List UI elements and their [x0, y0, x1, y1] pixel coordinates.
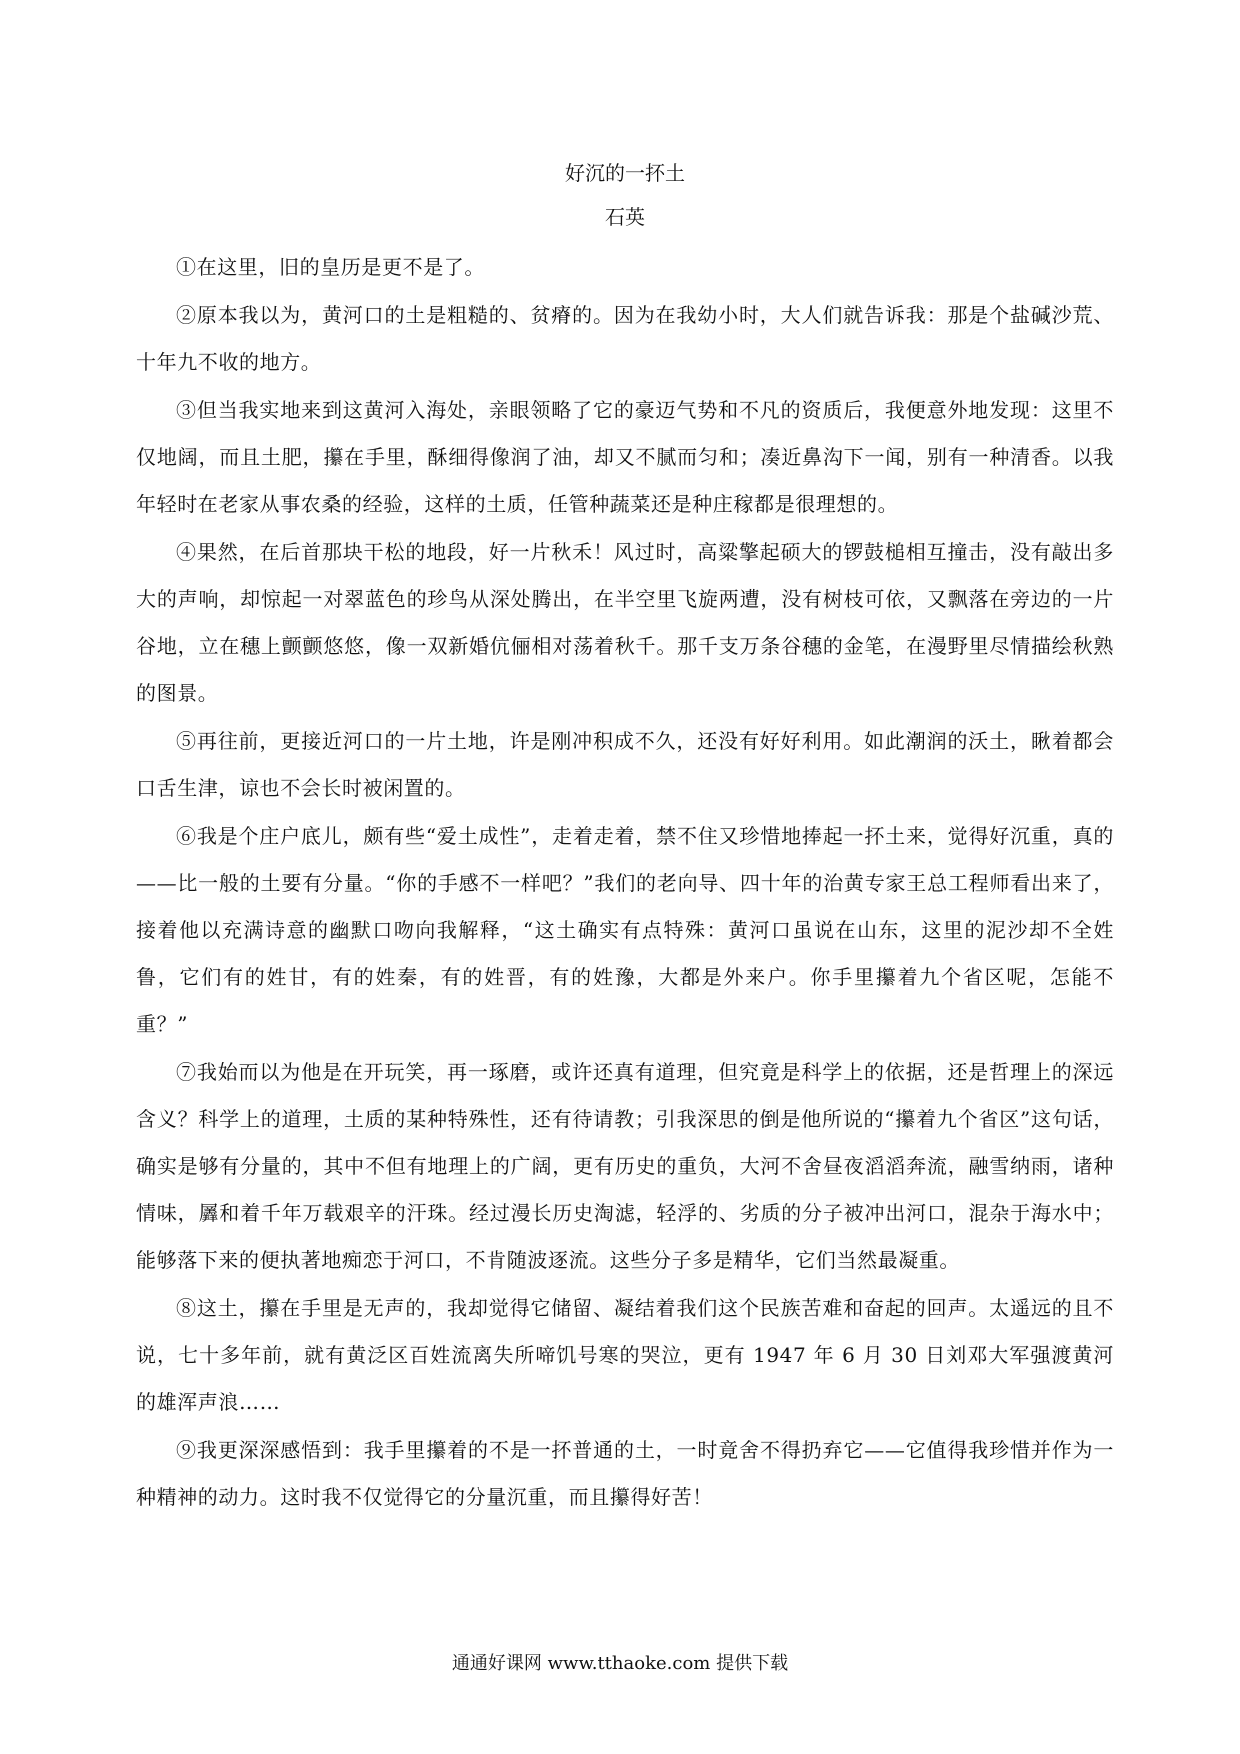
- article: [136, 158, 1114, 1521]
- article-body: [136, 244, 1114, 1521]
- paragraph-1: ①在这里，旧的皇历是更不是了。: [176, 255, 485, 279]
- page-footer: 通通好课网 www.tthaoke.com 提供下载: [451, 1653, 789, 1674]
- paragraph-2: ②原本我以为，黄河口的土是粗糙的、贫瘠的。因为在我幼小时，大人们就告诉我：那是个盐碱沙荒、十年九不收的地方。: [136, 303, 1114, 374]
- paragraph-4: ④果然，在后首那块干松的地段，好一片秋禾！风过时，高粱擎起硕大的锣鼓槌相互撞击，没有敲出多大的声响，却惊起一对翠蓝色的珍鸟从深处腾出，在半空里飞旋两遭，没有树枝可依，又飘落在旁边的一片谷地，立在穗上颤颤悠悠，像一双新婚伉俪相对荡着秋千。那千支万条谷穗的金笔，在漫野里尽情描绘秋熟的图景。: [136, 540, 1114, 705]
- paragraph-3: ③但当我实地来到这黄河入海处，亲眼领略了它的豪迈气势和不凡的资质后，我便意外地发现：这里不仅地阔，而且土肥，攥在手里，酥细得像润了油，却又不腻而匀和；凑近鼻沟下一闻，别有一种清香。以我年轻时在老家从事农桑的经验，这样的土质，任管种蔬菜还是种庄稼都是很理想的。: [136, 398, 1114, 516]
- paragraph-6: ⑥我是个庄户底儿，颇有些“爱土成性”，走着走着，禁不住又珍惜地捧起一抔土来，觉得好沉重，真的——比一般的土要有分量。“你的手感不一样吧？”我们的老向导、四十年的治黄专家王总工程师看出来了，接着他以充满诗意的幽默口吻向我解释，“这土确实有点特殊：黄河口虽说在山东，这里的泥沙却不全姓鲁，它们有的姓甘，有的姓秦，有的姓晋，有的姓豫，大都是外来户。你手里攥着九个省区呢，怎能不重？”: [136, 824, 1114, 1036]
- paragraph-8: ⑧这土，攥在手里是无声的，我却觉得它储留、凝结着我们这个民族苦难和奋起的回声。太遥远的且不说，七十多年前，就有黄泛区百姓流离失所啼饥号寒的哭泣，更有 1947 年 6 月 30 日刘邓大军强渡黄河的雄浑声浪……: [136, 1296, 1114, 1414]
- paragraph-9: ⑨我更深深感悟到：我手里攥着的不是一抔普通的土，一时竟舍不得扔弃它——它值得我珍惜并作为一种精神的动力。这时我不仅觉得它的分量沉重，而且攥得好苦！: [136, 1438, 1114, 1509]
- article-author: 石英: [605, 205, 645, 229]
- paragraph-5: ⑤再往前，更接近河口的一片土地，许是刚冲积成不久，还没有好好利用。如此潮润的沃土，瞅着都会口舌生津，谅也不会长时被闲置的。: [136, 729, 1114, 800]
- article-title: 好沉的一抔土: [565, 161, 685, 185]
- paragraph-7: ⑦我始而以为他是在开玩笑，再一琢磨，或许还真有道理，但究竟是科学上的依据，还是哲理上的深远含义？科学上的道理，土质的某种特殊性，还有待请教；引我深思的倒是他所说的“攥着九个省区”这句话，确实是够有分量的，其中不但有地理上的广阔，更有历史的重负，大河不舍昼夜滔滔奔流，融雪纳雨，诸种情味，羼和着千年万载艰辛的汗珠。经过漫长历史淘滤，轻浮的、劣质的分子被冲出河口，混杂于海水中；能够落下来的便执著地痴恋于河口，不肯随波逐流。这些分子多是精华，它们当然最凝重。: [136, 1060, 1114, 1272]
